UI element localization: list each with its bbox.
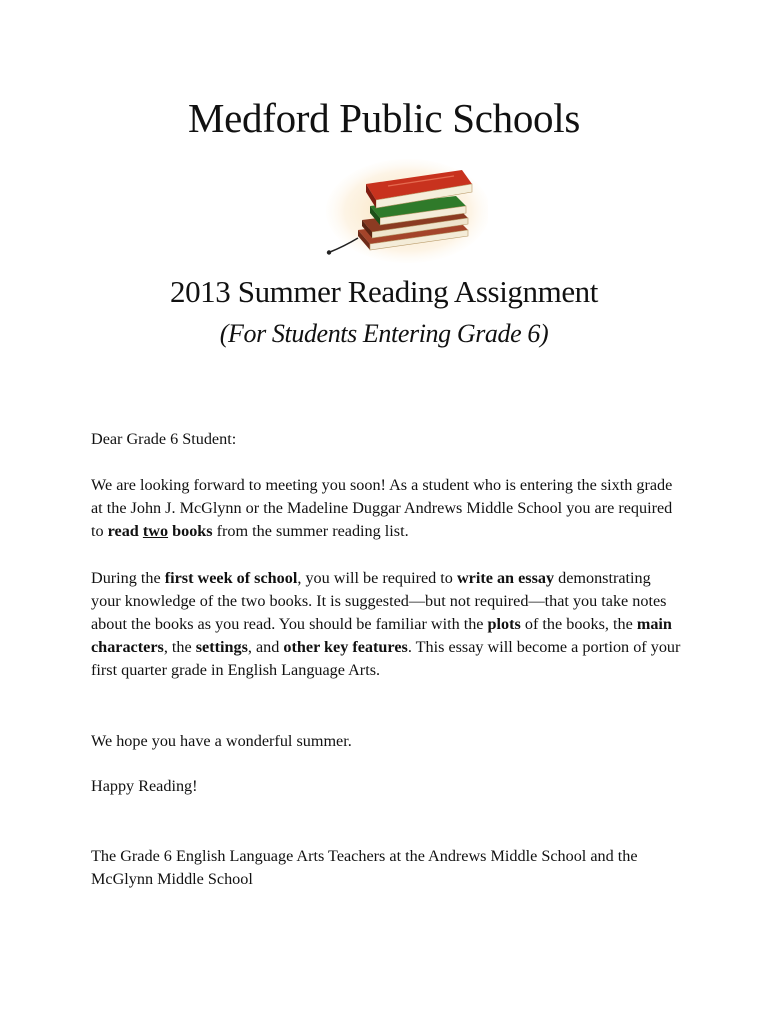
paragraph-text: We are looking forward to meeting you soon! As a student who is entering the sixth grade at the John J. McGlynn or the Madeline Duggar Andrews Middle School you are required to	[91, 476, 673, 540]
salutation	[91, 428, 681, 451]
paragraph-text: We hope you have a wonderful summer.	[91, 732, 352, 750]
paragraph-4	[91, 775, 681, 798]
signature-text: The Grade 6 English Language Arts Teachers at the Andrews Middle School and the McGlynn Middle School	[91, 847, 638, 888]
bold-text: books	[172, 522, 213, 540]
bold-text: read	[107, 522, 139, 540]
bold-text: settings	[195, 638, 248, 656]
salutation-text: Dear Grade 6 Student:	[91, 430, 237, 448]
paragraph-text: demonstrating your knowledge of the two books. It is suggested—but not required—that you take notes about the books as you read. You should be familiar with the	[91, 569, 667, 633]
paragraph-1	[91, 474, 681, 543]
bold-text: write an essay	[456, 569, 555, 587]
bold-text: first week of school	[164, 569, 298, 587]
paragraph-2	[91, 567, 681, 682]
paragraph-text: of the books, the	[520, 615, 637, 633]
paragraph-3	[91, 730, 681, 753]
grade-note: (For Students Entering Grade 6)	[219, 319, 549, 348]
paragraph-text: , the	[163, 638, 196, 656]
underlined-bold-text: two	[142, 522, 169, 540]
paragraph-text: During the	[91, 569, 165, 587]
stack-of-books-icon	[318, 156, 488, 266]
signature	[91, 845, 681, 891]
school-title: Medford Public Schools	[188, 95, 580, 141]
paragraph-text: , you will be required to	[297, 569, 457, 587]
paragraph-text: , and	[247, 638, 284, 656]
assignment-title: 2013 Summer Reading Assignment	[169, 274, 598, 309]
bold-text: main characters	[91, 615, 672, 656]
bold-text: plots	[487, 615, 521, 633]
paragraph-text: . This essay will become a portion of your first quarter grade in English Language Arts.	[91, 638, 681, 679]
paragraph-text: Happy Reading!	[91, 777, 198, 795]
paragraph-text: from the summer reading list.	[212, 522, 409, 540]
bold-text: other key features	[283, 638, 408, 656]
